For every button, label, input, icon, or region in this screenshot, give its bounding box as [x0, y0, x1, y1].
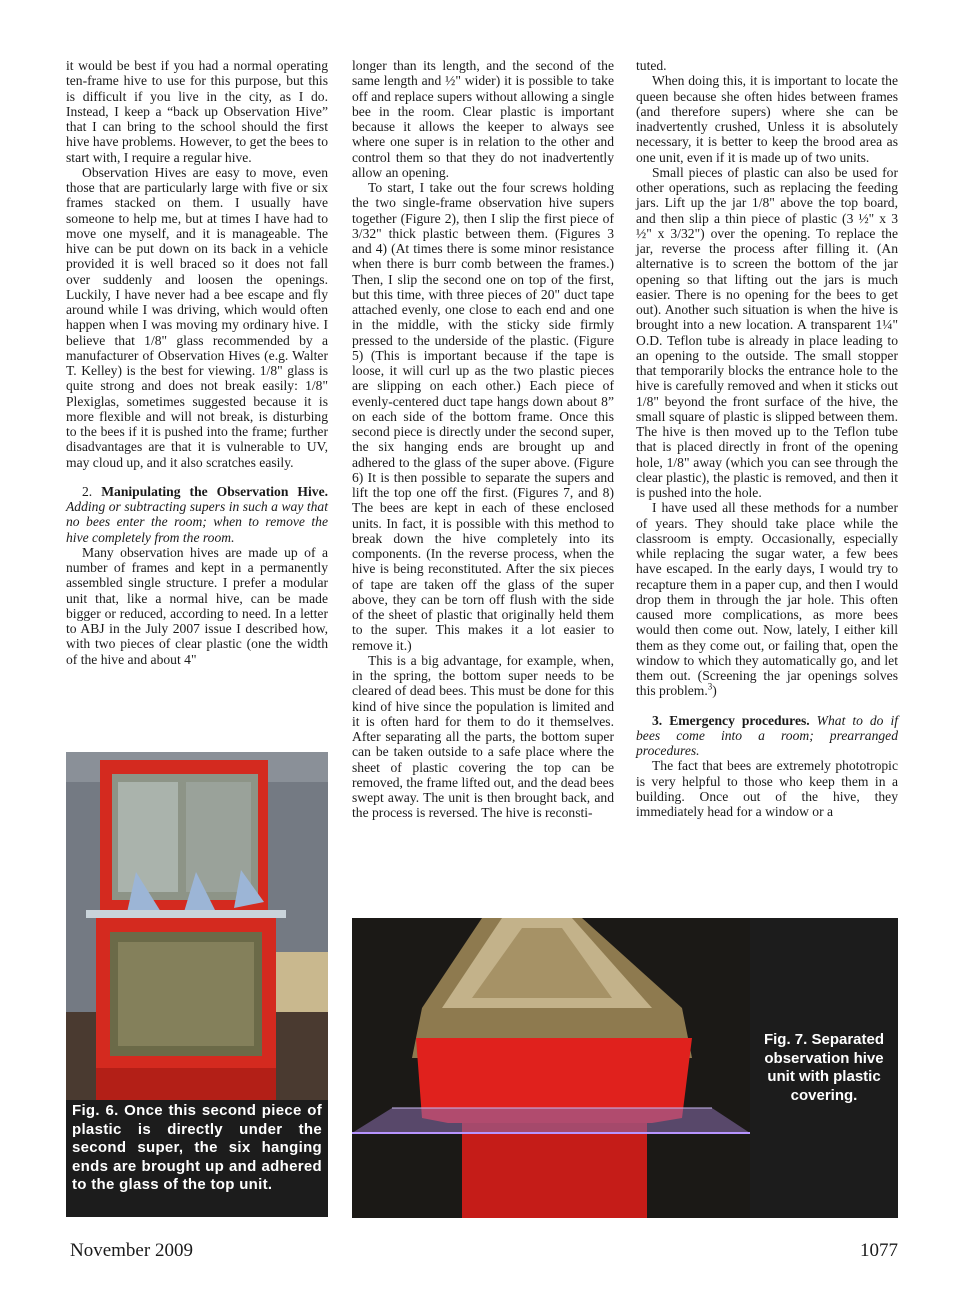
figure-7-photo	[352, 918, 750, 1218]
text-column-3	[636, 58, 898, 819]
section-heading	[636, 713, 898, 759]
section-title: Manipulating the Observation Hive.	[101, 483, 328, 499]
figure-6	[66, 752, 328, 1217]
section-subtitle: Adding or subtracting supers in such a way that no bees enter the room; when to remove the hive completely from the room.	[66, 499, 328, 545]
page-number: 1077	[860, 1240, 898, 1261]
footnote-ref: 3	[707, 681, 713, 692]
section-title: Emergency procedures.	[669, 712, 810, 728]
paragraph	[636, 500, 898, 698]
figure-6-photo	[66, 752, 328, 1100]
paragraph: Many observation hives are made up of a number of frames and kept in a permanently assembled single structure. I prefer a modular unit that, like a normal hive, can be made bigger or reduced, according to need. In a letter to ABJ in the July 2007 issue I described how, with two pieces of clear plastic (one the width of the hive and about 4"	[66, 544, 328, 667]
paragraph: tuted.	[636, 58, 667, 73]
section-number: 3.	[652, 712, 663, 728]
paragraph: When doing this, it is important to locate the queen because she often hides between frames (and therefore supers) where she can be inadvertently crushed, Unless it is absolutely necessary, it is better to keep the brood area as one unit, even if it is made up of two units.	[636, 73, 898, 165]
paragraph-text: I have used all these methods for a number of years. They should take place while the classroom is empty. Occasionally, especially while replacing the sugar water, a few bees have escaped. In the early days, I would try to recapture them in a paper cup, and then I would drop them in through the jar hole. This often caused more complications, as more bees would then come out. Now, lately, I either kill them as they come out, or failing that, open the window to which they automatically go, and let them out. (Screening the jar openings solves this problem.	[636, 500, 898, 699]
section-subtitle: What to do if bees come into a room; prearranged procedures.	[636, 712, 899, 758]
paragraph: Small pieces of plastic can also be used for other operations, such as replacing the feeding jars. Lift up the jar 1/8" above the top board, and then slip a thin piece of plastic (3 ½" x 3 ½" x 3/32") over the opening. To replace the jar, reverse the process after filling it. (An alternative is to screen the bottom of the jar opening so that lifting out the jars is much easier. There is no opening for the bees to get out). Another such situation is when the hive is brought into a new location. A transparent 1¼" O.D. Teflon tube is already in place leading to an opening to the outside. The small stopper that temporarily blocks the entrance hole to the hive is carefully removed and when it sticks out 1/8" beyond the front surface of the hive, the small square of plastic is slipped between them. The hive is then moved up to the Teflon tube that is placed directly in front of the opening hole, 1/8" away (which you can see through the clear plastic), the plastic is removed, and then it is pushed into the hole.	[636, 164, 898, 500]
footer-date: November 2009	[70, 1240, 193, 1261]
paragraph: longer than its length, and the second of the same length and ½" wider) it is possible to take off and replace supers without allowing a single bee in the room. Clear plastic is important because it allows the keeper to always see where one super is in relation to the other and control them so that they do not inadvertently allow an opening.	[352, 58, 614, 180]
figure-6-caption: Fig. 6. Once this second piece of plastic is directly under the second super, the six hanging ends are brought up and adhered to the glass of the top unit.	[66, 1100, 328, 1217]
text-column-1	[66, 58, 328, 667]
section-heading	[66, 484, 328, 545]
section-number: 2.	[82, 483, 93, 499]
text-column-2	[352, 58, 614, 821]
paragraph-end: )	[712, 683, 717, 699]
paragraph: Observation Hives are easy to move, even those that are particularly large with five or six frames stacked on them. I usually have someone to help me, but at times I have had to move one myself, and it is manageable. The hive can be put down on its back in a vehicle provided it is well braced so it does not fall over suddenly and loosen the openings. Luckily, I have never had a bee escape and fly around while I was driving, which would often happen when I was moving my ordinary hive. I believe that 1/8" glass recommended by a manufacturer of Observation Hives (e.g. Walter T. Kelley) is the best for viewing. 1/8" glass is quite strong and does not break easily: 1/8" Plexiglas, sometimes suggested because it is more flexible and will not break, is disturbing to the bees if it is pushed into the frame; further disadvantages are that it is vulnerable to UV, may cloud up, and it also scratches easily.	[66, 164, 328, 470]
figure-7-caption: Fig. 7. Separated observation hive unit with plastic covering.	[750, 918, 898, 1218]
paragraph: To start, I take out the four screws holding the two single-frame observation hive supers together (Figure 2), then I slip the first piece of 3/32" thick plastic between them. (Figures 3 and 4) (At times there is some minor resistance when there is burr comb between the frames.) Then, I slip the second one on top of the first, but this time, with three pieces of 20" duct tape attached evenly, one close to each end and one in the middle, with the sticky side firmly pressed to the underside of the plastic. (Figure 5) (This is important because if the tape is loose, it will curl up as the two plastic pieces are slipping on each other.) Each piece of evenly-centered duct tape hangs down about 8” on each side of the bottom frame. Once this second piece is directly under the second super, the six hanging ends are brought up and adhered to the glass of the super above. (Figure 6) It is then possible to separate the supers and lift the top one off the first. (Figures 7, and 8) The bees are kept in each of these enclosed units. In fact, it is possible with this method to break down the hive completely into its components. (In the reverse process, when the hive is being reconstituted. After the six pieces of tape are taken off the glass of the super above, they can be torn off flush with the side of the sheet of plastic that originally held them to the super. This makes it a lot easier to remove it.)	[352, 180, 614, 653]
paragraph: The fact that bees are extremely phototropic is very helpful to those who keep them in a building. Once out of the hive, they immediately head for a window or a	[636, 758, 898, 819]
figure-7	[352, 918, 898, 1218]
paragraph: This is a big advantage, for example, when, in the spring, the bottom super needs to be cleared of dead bees. This must be done for this kind of hive since the population is limited and it is often hard for them to do it themselves. After separating all the parts, the bottom super can be taken outside to a safe place where the sheet of plastic covering the top can be removed, the frame lifted out, and the dead bees swept away. The unit is then brought back, and the process is reversed. The hive is reconsti-	[352, 652, 614, 821]
paragraph: it would be best if you had a normal operating ten-frame hive to use for this purpose, but this is difficult if you live in the city, as I do. Instead, I keep a “back up Observation Hive” that I can bring to the school should the first hive have problems. However, to get the bees to start with, I require a regular hive.	[66, 58, 328, 165]
